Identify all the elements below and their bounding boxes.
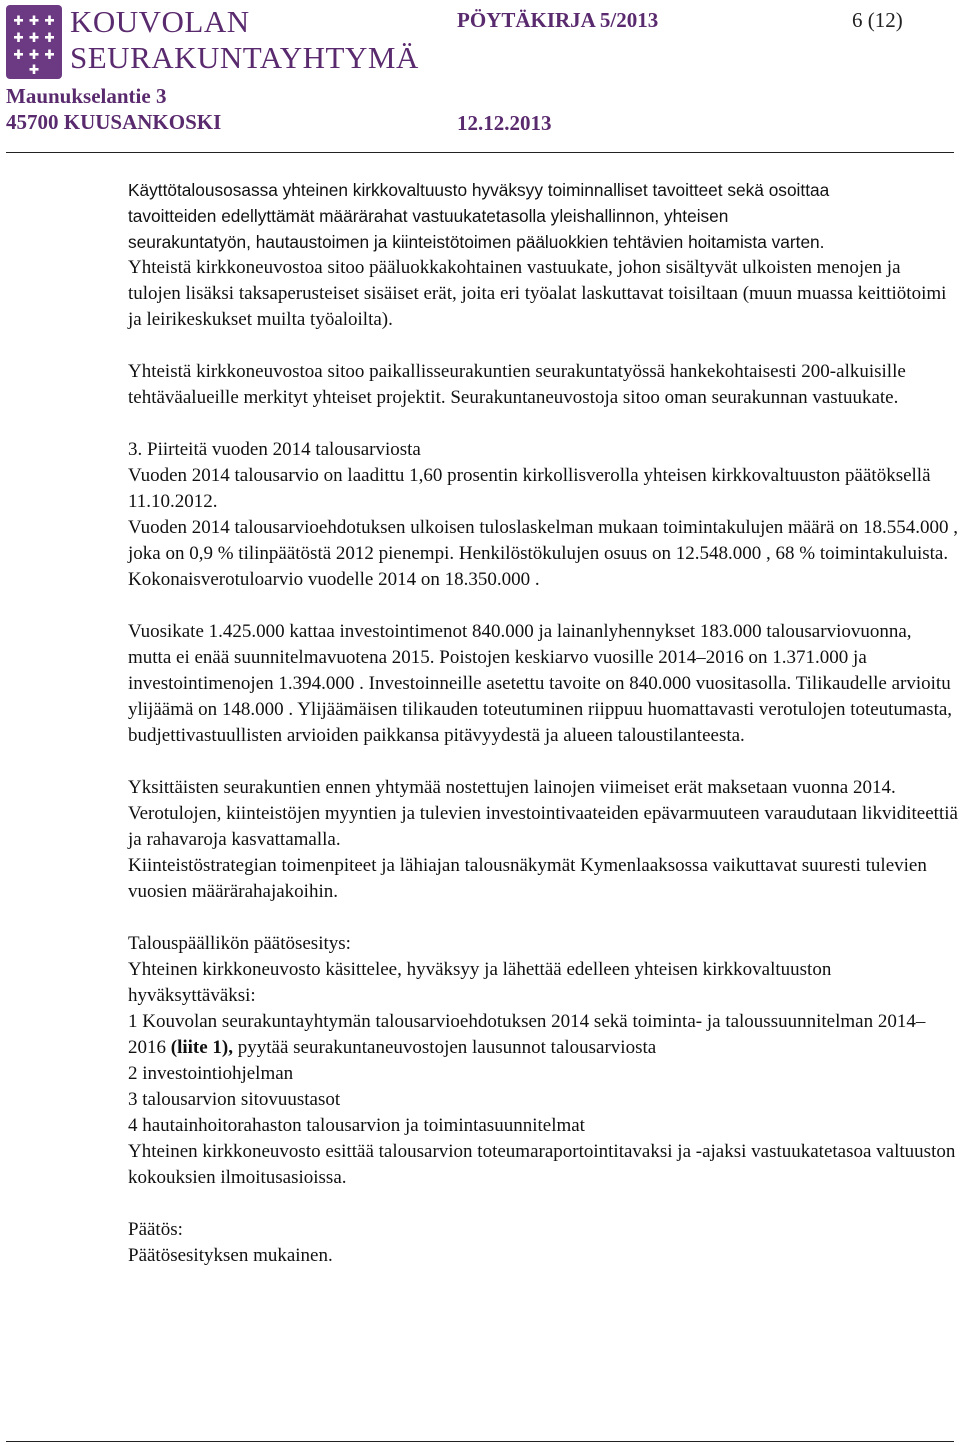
attachment-reference: (liite 1), (170, 1037, 234, 1058)
document-body (128, 177, 958, 1269)
document-date: 12.12.2013 (457, 111, 552, 135)
paragraph-loans: Yksittäisten seurakuntien ennen yhtymää nostettujen lainojen viimeiset erät maksetaan vuonna 2014. Verotulojen, kiinteistöjen myyntien ja tulevien investointivaateiden epävarmuuteen varaudutaan likviditeettiä ja rahavaroja kasvattamalla. (128, 777, 958, 850)
item1-text: 1 Kouvolan seurakuntayhtymän talousarvioehdotuksen 2014 sekä toiminta- ja taloussuunnitelman 2014–2016 (128, 1011, 926, 1058)
decision-text: Päätösesityksen mukainen. (128, 1245, 333, 1266)
proposal-item-4: 4 hautainhoitorahaston talousarvion ja toimintasuunnitelmat (128, 1115, 585, 1136)
intro-line: Käyttötalousosassa yhteinen kirkkovaltuusto hyväksyy toiminnalliset tavoitteet sekä osoittaa (128, 180, 830, 200)
paragraph-tax-rate: Vuoden 2014 talousarvio on laadittu 1,60 prosentin kirkollisverolla yhteisen kirkkovaltuuston päätöksellä 11.10.2012. (128, 465, 931, 512)
proposal-item-1 (128, 1009, 958, 1061)
item1-text-cont: pyytää seurakuntaneuvostojen lausunnot talousarviosta (233, 1037, 657, 1058)
cross-pattern-logo-icon (6, 5, 62, 79)
paragraph-property-strategy: Kiinteistöstrategian toimenpiteet ja lähiajan talousnäkymät Kymenlaaksossa vaikuttavat suuresti tulevien vuosien määrärahajakoihin. (128, 855, 927, 902)
proposal-item-3: 3 talousarvion sitovuustasot (128, 1089, 341, 1110)
proposal-item-2: 2 investointiohjelman (128, 1063, 294, 1084)
organization-name (70, 4, 419, 76)
decision-heading: Päätös: (128, 1219, 183, 1240)
section-heading-budget-features: 3. Piirteitä vuoden 2014 talousarviosta (128, 439, 421, 460)
paragraph-annual-margin: Vuosikate 1.425.000 kattaa investointimenot 840.000 ja lainanlyhennykset 183.000 talousarviovuonna, mutta ei enää suunnitelmavuotena 2015. Poistojen keskiarvo vuosille 2014–2016 on 1.371.000 ja investointimenojen 1.394.000 . Investoinneille asetettu tavoite on 840.000 vuositasolla. Tilikaudelle arvioitu ylijäämä on 148.000 . Ylijäämäisen tilikauden toteutuminen riippuu huomattavasti verotulojen toteutumasta, budjettivastuullisten arvioiden paikkansa pitävyydestä ja alueen taloustilanteesta. (128, 621, 953, 746)
paragraph-projects: Yhteistä kirkkoneuvostoa sitoo paikallisseurakuntien seurakuntatyössä hankekohtaisesti 200-alkuisille tehtäväalueille merkityt yhteiset projektit. Seurakuntaneuvostoja sitoo oman seurakunnan vastuukate. (128, 361, 906, 408)
proposal-intro: Yhteinen kirkkoneuvosto käsittelee, hyväksyy ja lähettää edelleen yhteisen kirkkovaltuuston hyväksyttäväksi: (128, 959, 832, 1006)
header-divider (6, 152, 954, 153)
paragraph-responsibility: Yhteistä kirkkoneuvostoa sitoo pääluokkakohtainen vastuukate, johon sisältyvät ulkoisten menojen ja tulojen lisäksi taksaperusteiset sisäiset erät, joita eri työalat laskuttavat toisiltaan (muun muassa keittiötoimi ja leirikeskukset muilta työaloilta). (128, 257, 947, 330)
proposal-heading: Talouspäällikön päätösesitys: (128, 933, 351, 954)
address-city: 45700 KUUSANKOSKI (6, 110, 222, 134)
page-number: 6 (12) (852, 8, 903, 32)
footer-divider (6, 1441, 954, 1442)
intro-line: tavoitteiden edellyttämät määrärahat vastuukatetasolla yleishallinnon, yhteisen (128, 206, 729, 226)
address-street: Maunukselantie 3 (6, 84, 167, 108)
org-name-line1: KOUVOLAN (70, 4, 250, 39)
document-title: PÖYTÄKIRJA 5/2013 (457, 8, 659, 32)
intro-paragraph (128, 177, 958, 255)
proposal-closing: Yhteinen kirkkoneuvosto esittää talousarvion toteumaraportointitavaksi ja -ajaksi vastuukatetasoa valtuuston kokouksien ilmoitusasioissa. (128, 1141, 956, 1188)
org-name-line2: SEURAKUNTAYHTYMÄ (70, 40, 419, 75)
paragraph-operating-costs: Vuoden 2014 talousarvioehdotuksen ulkoisen tuloslaskelman mukaan toimintakulujen määrä on 18.554.000 , joka on 0,9 % tilinpäätöstä 2012 pienempi. Henkilöstökulujen osuus on 12.548.000 , 68 % toimintakuluista. Kokonaisverotuloarvio vuodelle 2014 on 18.350.000 . (128, 517, 958, 590)
intro-line: seurakuntatyön, hautaustoimen ja kiinteistötoimen pääluokkien tehtävien hoitamista varten. (128, 232, 825, 252)
